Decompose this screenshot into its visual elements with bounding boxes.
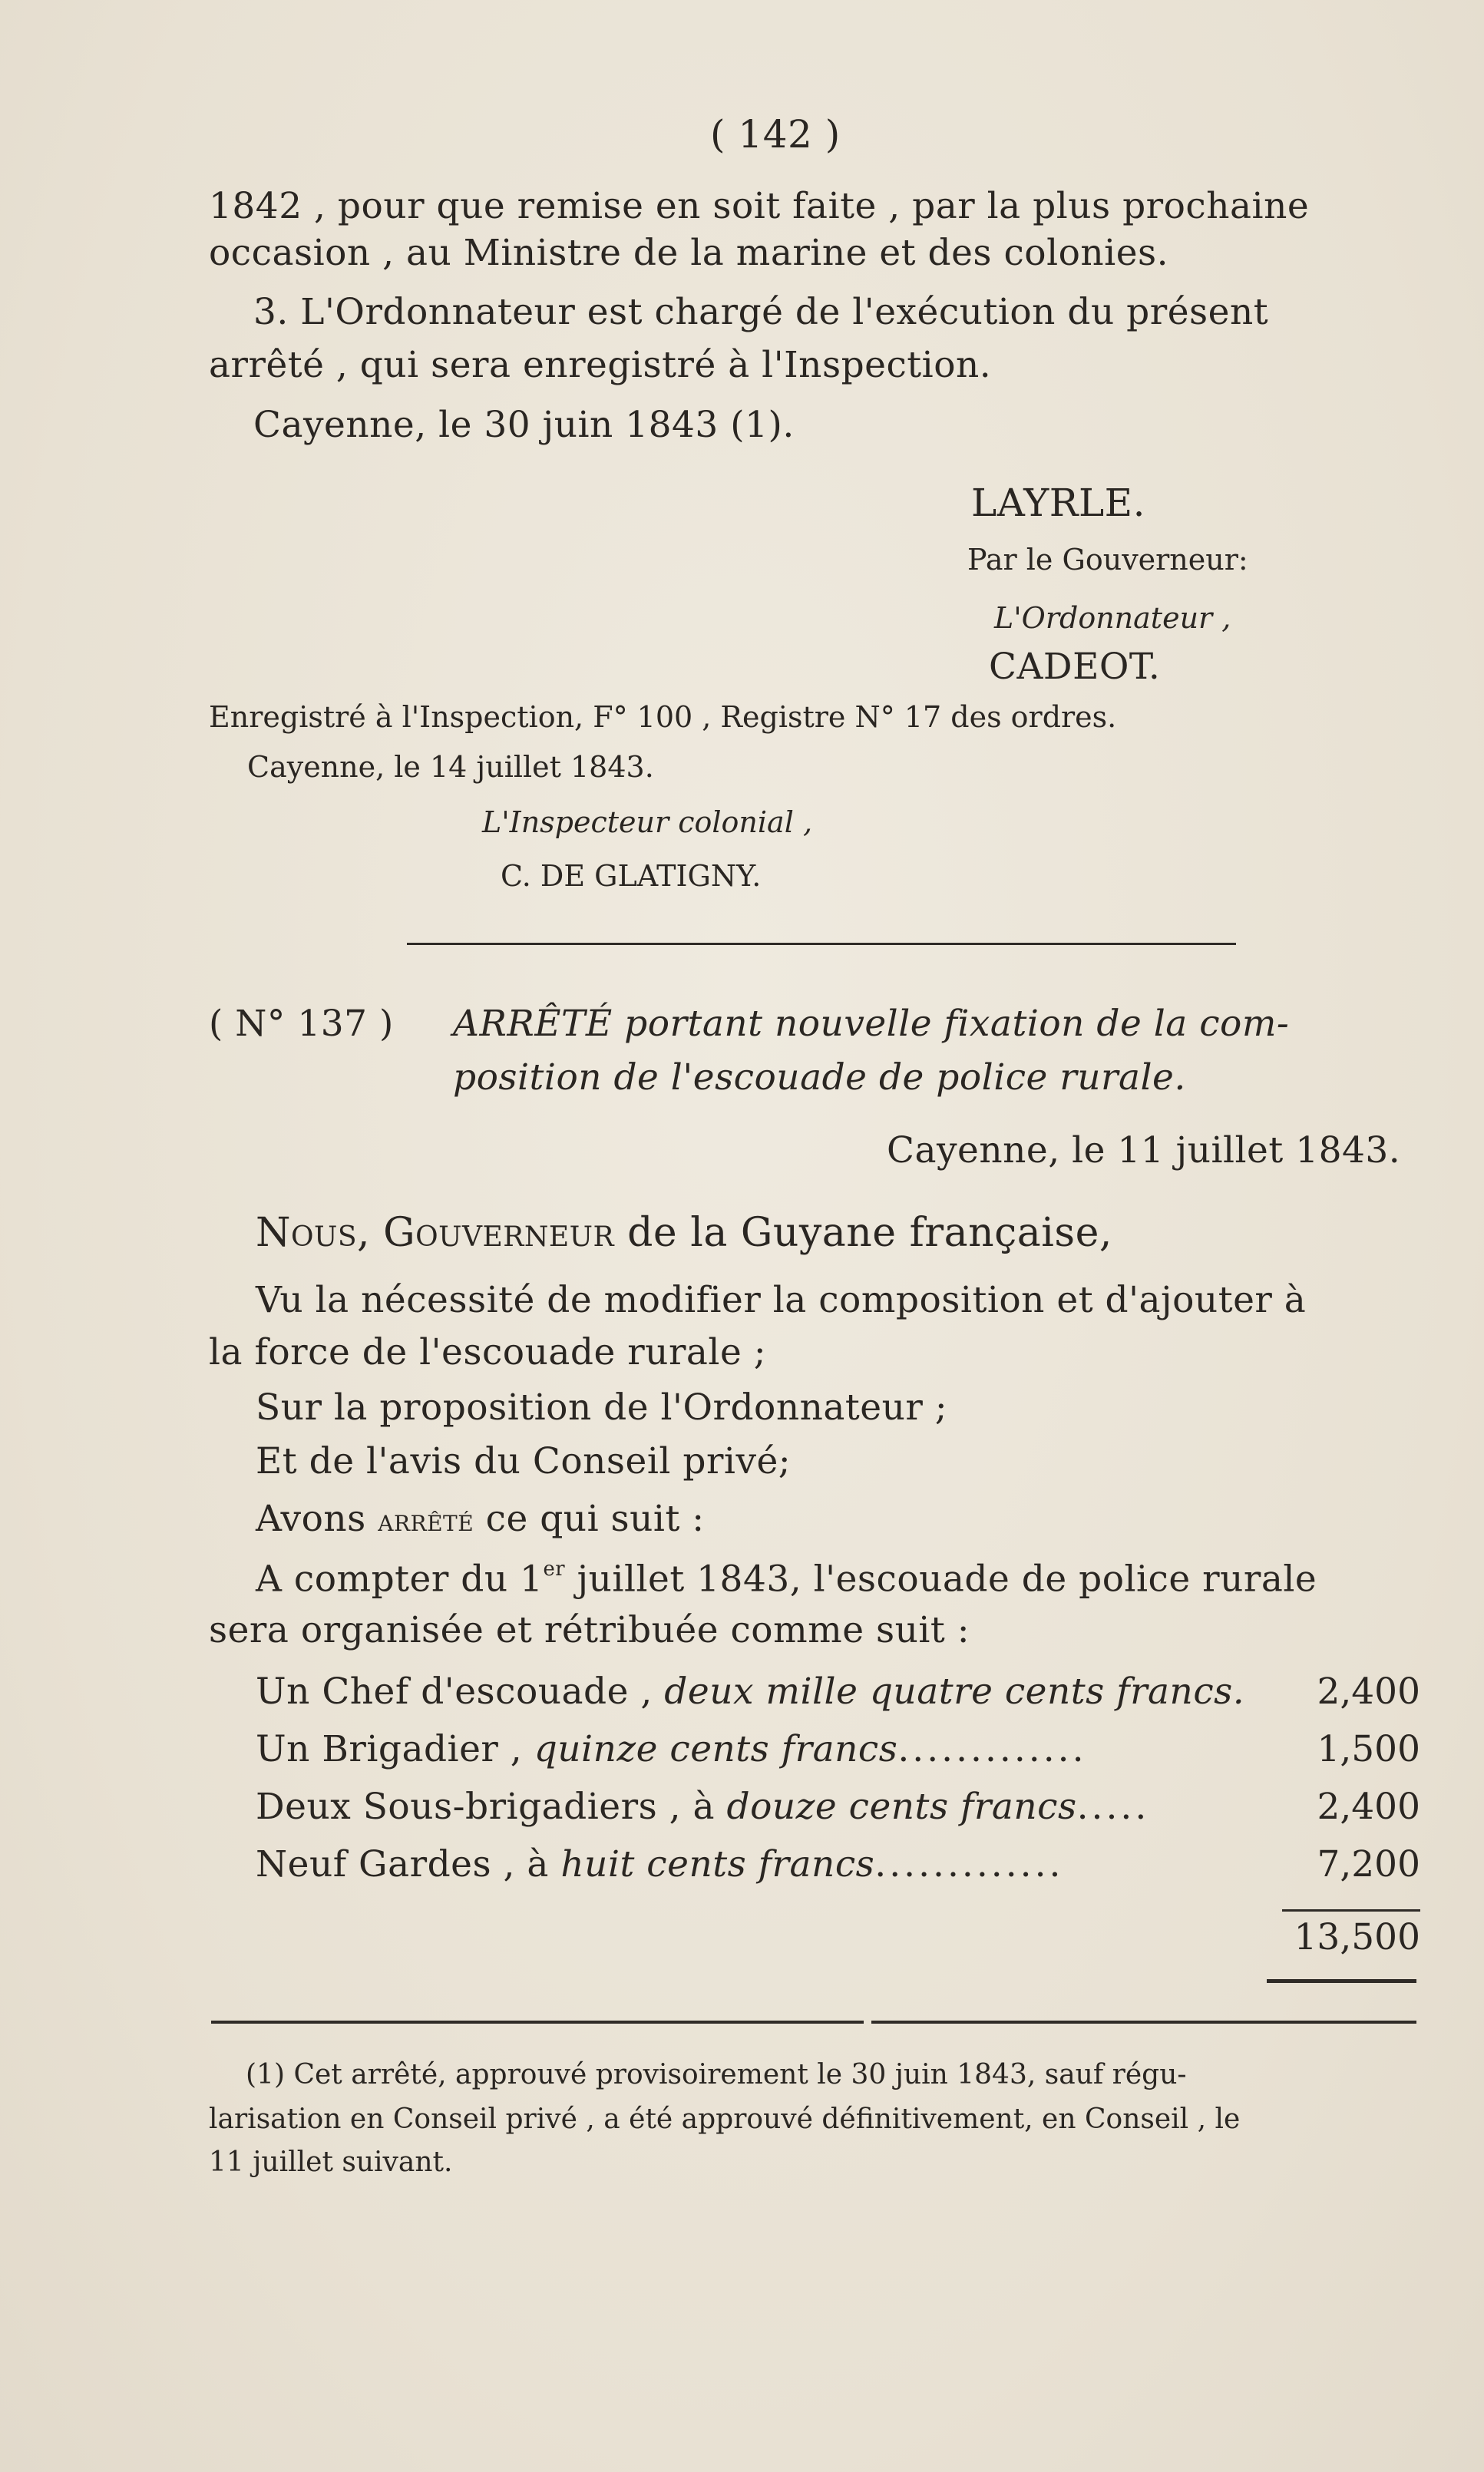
act-title-line2: position de l'escouade de police rurale. (453, 1056, 1186, 1099)
item-amount: 1,500 (1317, 1728, 1420, 1770)
text-line: arrêté , qui sera enregistré à l'Inspection. (209, 344, 992, 386)
signature-layrle: LAYRLE. (971, 481, 1146, 525)
preamble-rest: de la Guyane française, (627, 1210, 1112, 1256)
list-item (256, 1786, 1150, 1828)
ordonnateur-name: CADEOT. (989, 646, 1161, 688)
text-line: Sur la proposition de l'Ordonnateur ; (256, 1386, 948, 1429)
total-underline (1267, 1979, 1416, 1983)
item-amount: 7,200 (1317, 1843, 1420, 1885)
list-item (256, 1728, 1087, 1770)
page-number: ( 142 ) (710, 112, 841, 157)
footnote-rule-left (211, 2021, 864, 2024)
nous-gouverneur: Nous, Gouverneur (256, 1210, 615, 1256)
item-lead: Un Brigadier , (256, 1728, 523, 1770)
arrete-word: arrêté (378, 1503, 474, 1538)
text-line: 1842 , pour que remise en soit faite , par la plus prochaine (209, 185, 1310, 227)
item-lead: Un Chef d'escouade , (256, 1671, 653, 1713)
list-item (256, 1671, 1245, 1713)
compter-a: A compter du 1 (256, 1558, 544, 1601)
compter-line (256, 1558, 1317, 1601)
article-3: 3. L'Ordonnateur est chargé de l'exécution du présent (253, 291, 1269, 333)
avons-rest: ce qui suit : (485, 1498, 705, 1540)
compter-b: juillet 1843, l'escouade de police rurale (565, 1558, 1317, 1601)
registration: Enregistré à l'Inspection, F° 100 , Registre N° 17 des ordres. (209, 700, 1117, 734)
text-line: sera organisée et rétribuée comme suit : (209, 1609, 970, 1651)
inspector-title: L'Inspecteur colonial , (482, 805, 813, 839)
ordonnateur-title: L'Ordonnateur , (994, 601, 1231, 635)
preamble (256, 1210, 1112, 1256)
list-item (256, 1843, 1064, 1885)
item-dots: ..... (1076, 1786, 1150, 1828)
text-line: Et de l'avis du Conseil privé; (256, 1440, 792, 1482)
item-words: deux mille quatre cents francs. (664, 1671, 1245, 1713)
act-title-line1: ARRÊTÉ portant nouvelle fixation de la com- (453, 1003, 1290, 1045)
compter-sup: er (543, 1558, 566, 1581)
text-line: Vu la nécessité de modifier la composition et d'ajouter à (256, 1279, 1307, 1321)
total-amount: 13,500 (1294, 1916, 1420, 1958)
separator-rule (407, 943, 1236, 945)
text-line: occasion , au Ministre de la marine et des colonies. (209, 232, 1169, 274)
by-governor: Par le Gouverneur: (967, 543, 1248, 577)
item-dots: ............. (874, 1843, 1064, 1885)
item-words: douze cents francs (726, 1786, 1077, 1828)
item-words: quinze cents francs (534, 1728, 898, 1770)
item-words: huit cents francs (560, 1843, 875, 1885)
item-dots: ............. (897, 1728, 1087, 1770)
registration-date: Cayenne, le 14 juillet 1843. (247, 750, 654, 784)
avons-word: Avons (256, 1498, 366, 1540)
item-lead: Neuf Gardes , à (256, 1843, 549, 1885)
inspector-name: C. DE GLATIGNY. (501, 859, 762, 893)
text-line: la force de l'escouade rurale ; (209, 1331, 767, 1373)
item-amount: 2,400 (1317, 1671, 1420, 1713)
footnote-line: (1) Cet arrêté, approuvé provisoirement le 30 juin 1843, sauf régu- (246, 2059, 1187, 2090)
act-date: Cayenne, le 11 juillet 1843. (887, 1129, 1401, 1172)
footnote-rule-right (871, 2021, 1416, 2024)
date-line: Cayenne, le 30 juin 1843 (1). (253, 404, 795, 446)
item-amount: 2,400 (1317, 1786, 1420, 1828)
item-lead: Deux Sous-brigadiers , à (256, 1786, 716, 1828)
total-rule (1282, 1909, 1420, 1912)
avons-line (256, 1498, 705, 1540)
act-number: ( N° 137 ) (209, 1003, 394, 1045)
footnote-line: larisation en Conseil privé , a été approuvé définitivement, en Conseil , le (209, 2104, 1241, 2135)
footnote-line: 11 juillet suivant. (209, 2146, 453, 2178)
